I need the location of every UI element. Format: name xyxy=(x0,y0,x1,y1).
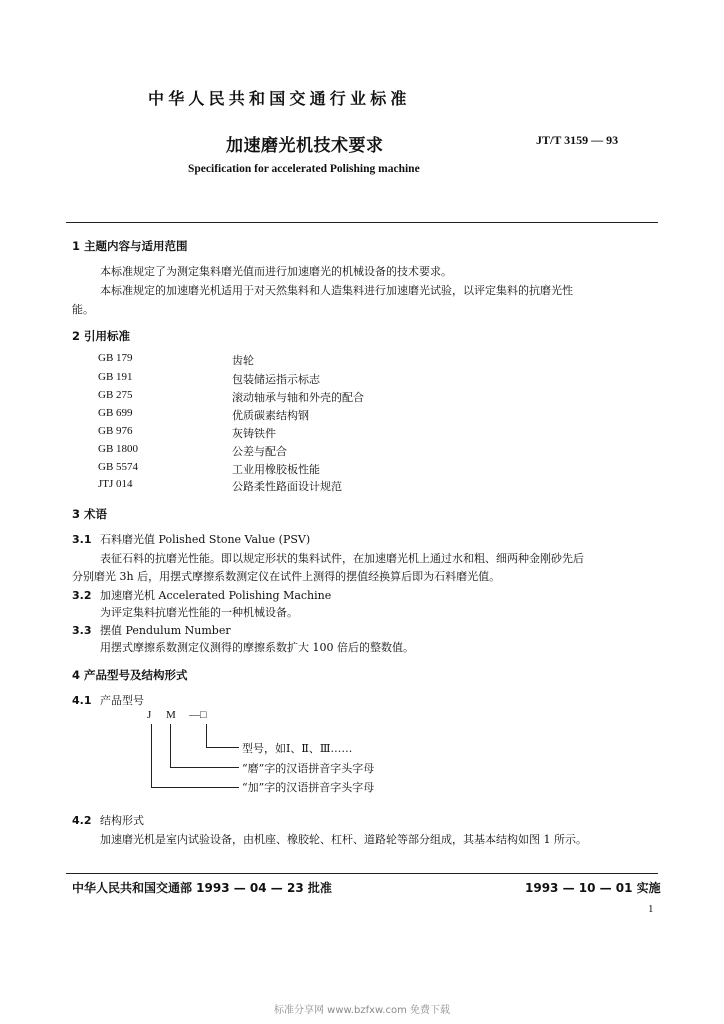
standard-code: JT/T 3159 — 93 xyxy=(536,133,619,147)
model-code-m: M xyxy=(166,709,176,721)
model-subheading xyxy=(72,692,144,708)
reference-code: GB 191 xyxy=(98,371,133,383)
section-4-heading: 4 产品型号及结构形式 xyxy=(72,668,188,682)
term-1-definition: 表征石料的抗磨光性能。即以规定形状的集料试件，在加速磨光机上通过水和粗、细两种金刚砂先后 xyxy=(100,552,584,565)
term-2-number: 3.2 xyxy=(72,589,92,602)
section-1-heading: 1 主题内容与适用范围 xyxy=(72,239,188,253)
reference-code: GB 275 xyxy=(98,389,133,401)
term-3-definition: 用摆式摩擦系数测定仪测得的摩擦系数扩大 100 倍后的整数值。 xyxy=(100,641,414,654)
reference-title: 优质碳素结构钢 xyxy=(232,409,309,422)
section-2-heading: 2 引用标准 xyxy=(72,329,131,343)
term-1-heading xyxy=(72,531,310,547)
structure-subheading-number: 4.2 xyxy=(72,814,92,827)
term-3-title: 摆值 Pendulum Number xyxy=(100,624,231,637)
reference-code: GB 1800 xyxy=(98,443,139,455)
reference-code: GB 5574 xyxy=(98,461,139,473)
section-1-paragraph-1: 本标准规定了为测定集料磨光值而进行加速磨光的机械设备的技术要求。 xyxy=(100,265,452,278)
section-1-paragraph-2: 本标准规定的加速磨光机适用于对天然集料和人造集料进行加速磨光试验，以评定集料的抗磨光性 xyxy=(100,284,573,297)
term-2-heading xyxy=(72,587,331,603)
reference-code: JTJ 014 xyxy=(98,478,133,490)
reference-code: GB 699 xyxy=(98,407,133,419)
document-subtitle: Specification for accelerated Polishing machine xyxy=(188,163,420,175)
standard-title: 中华人民共和国交通行业标准 xyxy=(148,89,411,108)
reference-title: 工业用橡胶板性能 xyxy=(232,463,320,476)
mo-label: “磨”字的汉语拼音字头字母 xyxy=(242,762,375,775)
section-3-heading: 3 术语 xyxy=(72,507,108,521)
structure-subheading xyxy=(72,812,144,828)
reference-title: 灰铸铁件 xyxy=(232,427,276,440)
model-code-j: J xyxy=(147,709,152,721)
reference-code: GB 179 xyxy=(98,352,133,364)
term-3-heading xyxy=(72,622,231,638)
effective-date: 1993 — 10 — 01 实施 xyxy=(525,881,661,895)
reference-title: 公路柔性路面设计规范 xyxy=(232,480,342,493)
term-1-title: 石料磨光值 Polished Stone Value (PSV) xyxy=(100,533,311,546)
term-1-number: 3.1 xyxy=(72,533,92,546)
page-number: 1 xyxy=(648,903,654,915)
section-1-paragraph-2-continued: 能。 xyxy=(72,303,94,316)
model-label: 型号，如Ⅰ、Ⅱ、Ⅲ…… xyxy=(242,742,353,755)
structure-subheading-title: 结构形式 xyxy=(100,814,144,827)
reference-title: 滚动轴承与轴和外壳的配合 xyxy=(232,391,364,404)
approval-date: 中华人民共和国交通部 1993 — 04 — 23 批准 xyxy=(72,881,332,895)
model-subheading-title: 产品型号 xyxy=(100,694,144,707)
term-2-title: 加速磨光机 Accelerated Polishing Machine xyxy=(100,589,332,602)
model-code-box: —□ xyxy=(189,709,207,721)
header-divider xyxy=(66,222,658,223)
footer-divider xyxy=(66,873,658,874)
document-title: 加速磨光机技术要求 xyxy=(226,136,384,156)
watermark-text: 标准分享网 www.bzfxw.com 免费下载 xyxy=(274,1005,450,1016)
term-3-number: 3.3 xyxy=(72,624,92,637)
reference-code: GB 976 xyxy=(98,425,133,437)
jia-bracket-line xyxy=(151,724,239,788)
reference-title: 公差与配合 xyxy=(232,445,287,458)
jia-label: “加”字的汉语拼音字头字母 xyxy=(242,781,375,794)
term-1-definition-continued: 分别磨光 3h 后，用摆式摩擦系数测定仪在试件上测得的摆值经换算后即为石料磨光值。 xyxy=(72,570,501,583)
structure-description: 加速磨光机是室内试验设备，由机座、橡胶轮、杠杆、道路轮等部分组成，其基本结构如图 1 所示。 xyxy=(100,833,587,846)
reference-title: 包装储运指示标志 xyxy=(232,373,320,386)
term-2-definition: 为评定集料抗磨光性能的一种机械设备。 xyxy=(100,606,298,619)
model-subheading-number: 4.1 xyxy=(72,694,92,707)
reference-title: 齿轮 xyxy=(232,354,254,367)
